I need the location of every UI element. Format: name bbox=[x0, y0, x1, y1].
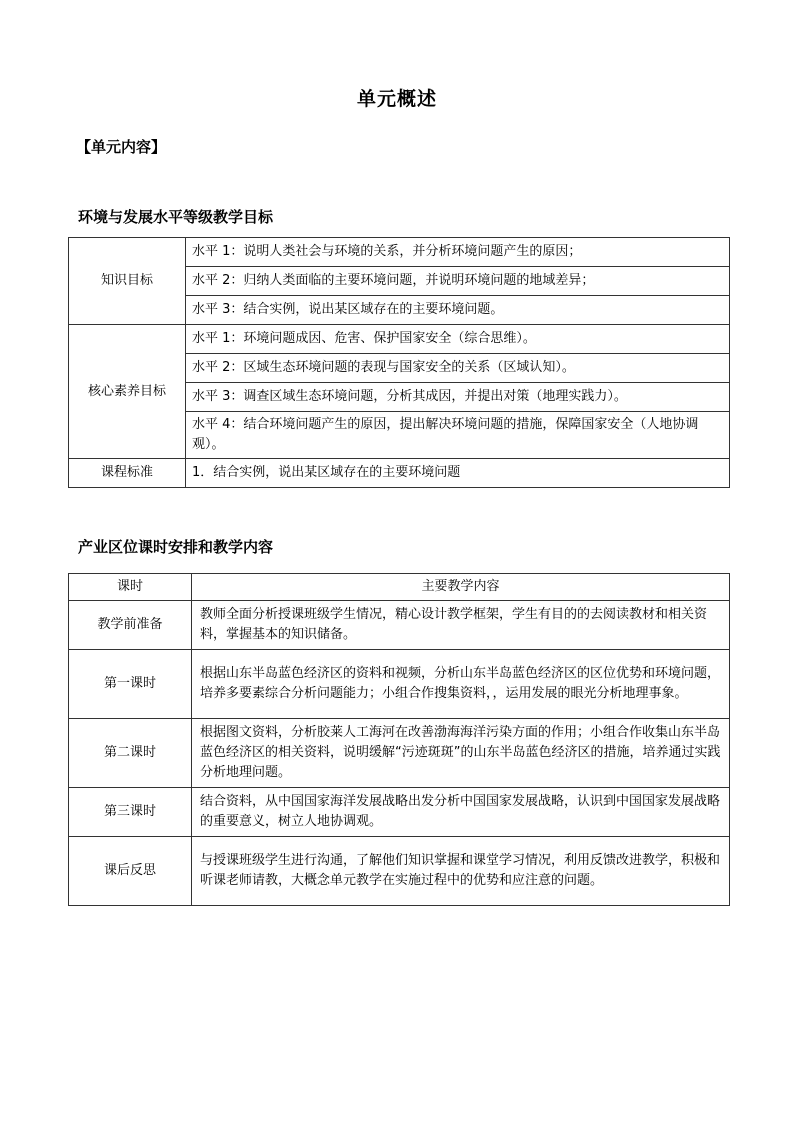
table-row bbox=[69, 837, 730, 906]
table-row bbox=[69, 238, 730, 267]
content-cell: 根据山东半岛蓝色经济区的资料和视频，分析山东半岛蓝色经济区的区位优势和环境问题，培养多要素综合分析问题能力；小组合作搜集资料，，运用发展的眼光分析地理事象。 bbox=[192, 650, 730, 719]
content-cell: 根据图文资料，分析胶莱人工海河在改善渤海海洋污染方面的作用；小组合作收集山东半岛蓝色经济区的相关资料，说明缓解“污迹斑斑”的山东半岛蓝色经济区的措施，培养通过实践分析地理问题。 bbox=[192, 719, 730, 788]
knowledge-level-1: 水平 1：说明人类社会与环境的关系，并分析环境问题产生的原因； bbox=[186, 238, 730, 267]
table-row bbox=[69, 601, 730, 650]
period-cell: 第三课时 bbox=[69, 788, 192, 837]
schedule-table bbox=[68, 573, 730, 906]
unit-content-label: 【单元内容】 bbox=[76, 138, 167, 156]
content-cell: 结合资料，从中国国家海洋发展战略出发分析中国国家发展战略，认识到中国国家发展战略的重要意义，树立人地协调观。 bbox=[192, 788, 730, 837]
period-cell: 第二课时 bbox=[69, 719, 192, 788]
period-cell: 教学前准备 bbox=[69, 601, 192, 650]
period-cell: 课后反思 bbox=[69, 837, 192, 906]
knowledge-level-2: 水平 2：归纳人类面临的主要环境问题，并说明环境问题的地域差异； bbox=[186, 267, 730, 296]
literacy-level-1: 水平 1：环境问题成因、危害、保护国家安全（综合思维）。 bbox=[186, 325, 730, 354]
table-row bbox=[69, 459, 730, 488]
table-row bbox=[69, 719, 730, 788]
knowledge-level-3: 水平 3：结合实例，说出某区域存在的主要环境问题。 bbox=[186, 296, 730, 325]
knowledge-goal-label: 知识目标 bbox=[69, 238, 186, 325]
content-cell: 与授课班级学生进行沟通，了解他们知识掌握和课堂学习情况，利用反馈改进教学，积极和听课老师请教，大概念单元教学在实施过程中的优势和应注意的问题。 bbox=[192, 837, 730, 906]
table-header-row bbox=[69, 574, 730, 601]
goals-table bbox=[68, 237, 730, 488]
table-row bbox=[69, 650, 730, 719]
curriculum-standard-label: 课程标准 bbox=[69, 459, 186, 488]
table-row bbox=[69, 325, 730, 354]
literacy-goal-label: 核心素养目标 bbox=[69, 325, 186, 459]
schedule-table-heading: 产业区位课时安排和教学内容 bbox=[78, 538, 274, 556]
period-cell: 第一课时 bbox=[69, 650, 192, 719]
curriculum-standard-text: 1．结合实例，说出某区域存在的主要环境问题 bbox=[186, 459, 730, 488]
goals-table-heading: 环境与发展水平等级教学目标 bbox=[78, 208, 274, 226]
table-row bbox=[69, 788, 730, 837]
literacy-level-2: 水平 2：区域生态环境问题的表现与国家安全的关系（区域认知）。 bbox=[186, 354, 730, 383]
content-cell: 教师全面分析授课班级学生情况，精心设计教学框架，学生有目的的去阅读教材和相关资料，掌握基本的知识储备。 bbox=[192, 601, 730, 650]
page-title: 单元概述 bbox=[356, 88, 437, 110]
literacy-level-4: 水平 4：结合环境问题产生的原因，提出解决环境问题的措施，保障国家安全（人地协调观）。 bbox=[186, 412, 730, 459]
literacy-level-3: 水平 3：调查区域生态环境问题，分析其成因，并提出对策（地理实践力）。 bbox=[186, 383, 730, 412]
period-column-header: 课时 bbox=[69, 574, 192, 601]
content-column-header: 主要教学内容 bbox=[192, 574, 730, 601]
